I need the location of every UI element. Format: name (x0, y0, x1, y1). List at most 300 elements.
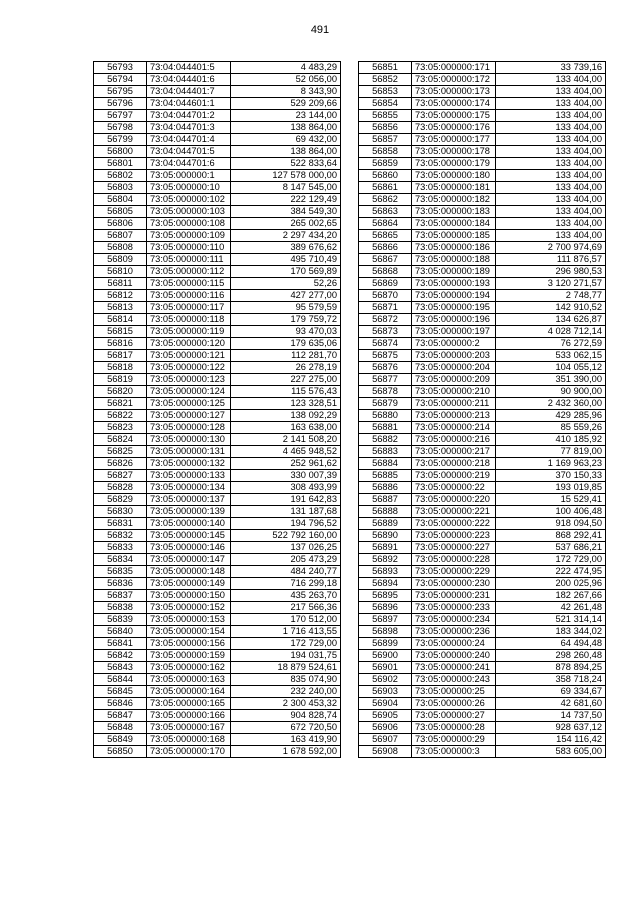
cadastral-number-cell: 73:05:000000:133 (147, 470, 231, 482)
amount-cell: 42 681,60 (496, 698, 606, 710)
row-number-cell: 56878 (359, 386, 412, 398)
table-row (359, 278, 606, 290)
row-number-cell: 56871 (359, 302, 412, 314)
cadastral-number-cell: 73:05:000000:168 (147, 734, 231, 746)
amount-cell: 529 209,66 (231, 98, 341, 110)
cadastral-number-cell: 73:04:044401:6 (147, 74, 231, 86)
row-number-cell: 56842 (94, 650, 147, 662)
cadastral-number-cell: 73:05:000000:119 (147, 326, 231, 338)
cadastral-number-cell: 73:05:000000:147 (147, 554, 231, 566)
row-number-cell: 56797 (94, 110, 147, 122)
cadastral-number-cell: 73:05:000000:221 (412, 506, 496, 518)
row-number-cell: 56876 (359, 362, 412, 374)
amount-cell: 163 419,90 (231, 734, 341, 746)
table-right (358, 61, 606, 758)
row-number-cell: 56828 (94, 482, 147, 494)
row-number-cell: 56796 (94, 98, 147, 110)
amount-cell: 522 792 160,00 (231, 530, 341, 542)
amount-cell: 3 120 271,57 (496, 278, 606, 290)
row-number-cell: 56818 (94, 362, 147, 374)
row-number-cell: 56875 (359, 350, 412, 362)
cadastral-number-cell: 73:05:000000:130 (147, 434, 231, 446)
table-row (359, 530, 606, 542)
cadastral-number-cell: 73:05:000000:203 (412, 350, 496, 362)
amount-cell: 111 876,57 (496, 254, 606, 266)
row-number-cell: 56850 (94, 746, 147, 758)
table-row (94, 134, 341, 146)
row-number-cell: 56879 (359, 398, 412, 410)
amount-cell: 15 529,41 (496, 494, 606, 506)
cadastral-number-cell: 73:05:000000:227 (412, 542, 496, 554)
row-number-cell: 56905 (359, 710, 412, 722)
cadastral-number-cell: 73:05:000000:116 (147, 290, 231, 302)
row-number-cell: 56809 (94, 254, 147, 266)
cadastral-number-cell: 73:05:000000:149 (147, 578, 231, 590)
cadastral-number-cell: 73:05:000000:180 (412, 170, 496, 182)
table-row (94, 710, 341, 722)
amount-cell: 133 404,00 (496, 110, 606, 122)
amount-cell: 131 187,68 (231, 506, 341, 518)
table-row (94, 554, 341, 566)
cadastral-number-cell: 73:05:000000:1 (147, 170, 231, 182)
row-number-cell: 56836 (94, 578, 147, 590)
amount-cell: 918 094,50 (496, 518, 606, 530)
row-number-cell: 56892 (359, 554, 412, 566)
table-row (359, 686, 606, 698)
amount-cell: 537 686,21 (496, 542, 606, 554)
amount-cell: 137 026,25 (231, 542, 341, 554)
cadastral-number-cell: 73:05:000000:131 (147, 446, 231, 458)
row-number-cell: 56865 (359, 230, 412, 242)
table-row (94, 122, 341, 134)
row-number-cell: 56815 (94, 326, 147, 338)
amount-cell: 358 718,24 (496, 674, 606, 686)
amount-cell: 533 062,15 (496, 350, 606, 362)
row-number-cell: 56794 (94, 74, 147, 86)
table-row (359, 386, 606, 398)
table-row (94, 266, 341, 278)
table-row (359, 230, 606, 242)
amount-cell: 93 470,03 (231, 326, 341, 338)
table-row (94, 566, 341, 578)
amount-cell: 133 404,00 (496, 206, 606, 218)
row-number-cell: 56894 (359, 578, 412, 590)
table-row (359, 134, 606, 146)
amount-cell: 133 404,00 (496, 86, 606, 98)
amount-cell: 52 056,00 (231, 74, 341, 86)
cadastral-number-cell: 73:05:000000:177 (412, 134, 496, 146)
row-number-cell: 56854 (359, 98, 412, 110)
row-number-cell: 56873 (359, 326, 412, 338)
cadastral-number-cell: 73:05:000000:217 (412, 446, 496, 458)
amount-cell: 23 144,00 (231, 110, 341, 122)
table-row (94, 350, 341, 362)
amount-cell: 18 879 524,61 (231, 662, 341, 674)
row-number-cell: 56853 (359, 86, 412, 98)
table-row (94, 446, 341, 458)
table-row (359, 266, 606, 278)
cadastral-number-cell: 73:05:000000:229 (412, 566, 496, 578)
row-number-cell: 56819 (94, 374, 147, 386)
row-number-cell: 56860 (359, 170, 412, 182)
cadastral-number-cell: 73:05:000000:195 (412, 302, 496, 314)
amount-cell: 330 007,39 (231, 470, 341, 482)
amount-cell: 308 493,99 (231, 482, 341, 494)
cadastral-number-cell: 73:05:000000:103 (147, 206, 231, 218)
row-number-cell: 56849 (94, 734, 147, 746)
amount-cell: 133 404,00 (496, 134, 606, 146)
table-row (94, 590, 341, 602)
cadastral-number-cell: 73:04:044701:3 (147, 122, 231, 134)
row-number-cell: 56845 (94, 686, 147, 698)
cadastral-number-cell: 73:05:000000:163 (147, 674, 231, 686)
row-number-cell: 56803 (94, 182, 147, 194)
amount-cell: 142 910,52 (496, 302, 606, 314)
amount-cell: 133 404,00 (496, 122, 606, 134)
cadastral-number-cell: 73:05:000000:121 (147, 350, 231, 362)
amount-cell: 2 300 453,32 (231, 698, 341, 710)
cadastral-number-cell: 73:05:000000:115 (147, 278, 231, 290)
row-number-cell: 56811 (94, 278, 147, 290)
row-number-cell: 56826 (94, 458, 147, 470)
amount-cell: 868 292,41 (496, 530, 606, 542)
table-row (94, 158, 341, 170)
row-number-cell: 56863 (359, 206, 412, 218)
amount-cell: 95 579,59 (231, 302, 341, 314)
table-row (359, 62, 606, 74)
amount-cell: 296 980,53 (496, 266, 606, 278)
cadastral-number-cell: 73:05:000000:194 (412, 290, 496, 302)
amount-cell: 191 642,83 (231, 494, 341, 506)
amount-cell: 1 716 413,55 (231, 626, 341, 638)
table-row (359, 578, 606, 590)
row-number-cell: 56899 (359, 638, 412, 650)
row-number-cell: 56859 (359, 158, 412, 170)
cadastral-number-cell: 73:05:000000:123 (147, 374, 231, 386)
table-row (359, 662, 606, 674)
cadastral-number-cell: 73:05:000000:196 (412, 314, 496, 326)
row-number-cell: 56839 (94, 614, 147, 626)
table-row (94, 374, 341, 386)
table-row (94, 278, 341, 290)
cadastral-number-cell: 73:05:000000:120 (147, 338, 231, 350)
row-number-cell: 56838 (94, 602, 147, 614)
amount-cell: 183 344,02 (496, 626, 606, 638)
amount-cell: 205 473,29 (231, 554, 341, 566)
row-number-cell: 56884 (359, 458, 412, 470)
cadastral-number-cell: 73:04:044601:1 (147, 98, 231, 110)
cadastral-number-cell: 73:05:000000:233 (412, 602, 496, 614)
amount-cell: 2 432 360,00 (496, 398, 606, 410)
cadastral-number-cell: 73:04:044701:6 (147, 158, 231, 170)
row-number-cell: 56862 (359, 194, 412, 206)
amount-cell: 8 147 545,00 (231, 182, 341, 194)
amount-cell: 77 819,00 (496, 446, 606, 458)
cadastral-number-cell: 73:05:000000:110 (147, 242, 231, 254)
table-row (359, 254, 606, 266)
table-row (359, 590, 606, 602)
cadastral-number-cell: 73:05:000000:111 (147, 254, 231, 266)
row-number-cell: 56801 (94, 158, 147, 170)
row-number-cell: 56830 (94, 506, 147, 518)
row-number-cell: 56841 (94, 638, 147, 650)
cadastral-number-cell: 73:05:000000:108 (147, 218, 231, 230)
amount-cell: 928 637,12 (496, 722, 606, 734)
table-row (94, 170, 341, 182)
table-row (94, 398, 341, 410)
amount-cell: 200 025,96 (496, 578, 606, 590)
table-row (94, 674, 341, 686)
table-row (359, 710, 606, 722)
table-left-body (94, 62, 341, 758)
table-row (359, 458, 606, 470)
table-row (94, 722, 341, 734)
amount-cell: 878 894,25 (496, 662, 606, 674)
amount-cell: 179 635,06 (231, 338, 341, 350)
table-row (359, 182, 606, 194)
amount-cell: 85 559,26 (496, 422, 606, 434)
amount-cell: 133 404,00 (496, 158, 606, 170)
table-row (94, 542, 341, 554)
amount-cell: 133 404,00 (496, 98, 606, 110)
amount-cell: 14 737,50 (496, 710, 606, 722)
row-number-cell: 56886 (359, 482, 412, 494)
table-row (359, 698, 606, 710)
row-number-cell: 56898 (359, 626, 412, 638)
row-number-cell: 56868 (359, 266, 412, 278)
table-row (94, 362, 341, 374)
cadastral-number-cell: 73:05:000000:122 (147, 362, 231, 374)
row-number-cell: 56806 (94, 218, 147, 230)
cadastral-number-cell: 73:05:000000:159 (147, 650, 231, 662)
amount-cell: 100 406,48 (496, 506, 606, 518)
amount-cell: 522 833,64 (231, 158, 341, 170)
row-number-cell: 56880 (359, 410, 412, 422)
amount-cell: 134 626,87 (496, 314, 606, 326)
row-number-cell: 56812 (94, 290, 147, 302)
row-number-cell: 56808 (94, 242, 147, 254)
cadastral-number-cell: 73:05:000000:210 (412, 386, 496, 398)
row-number-cell: 56824 (94, 434, 147, 446)
amount-cell: 4 483,29 (231, 62, 341, 74)
amount-cell: 133 404,00 (496, 74, 606, 86)
amount-cell: 495 710,49 (231, 254, 341, 266)
table-row (359, 734, 606, 746)
cadastral-number-cell: 73:05:000000:171 (412, 62, 496, 74)
cadastral-number-cell: 73:05:000000:182 (412, 194, 496, 206)
cadastral-number-cell: 73:05:000000:140 (147, 518, 231, 530)
cadastral-number-cell: 73:05:000000:145 (147, 530, 231, 542)
table-row (94, 434, 341, 446)
cadastral-number-cell: 73:05:000000:132 (147, 458, 231, 470)
table-row (359, 410, 606, 422)
row-number-cell: 56816 (94, 338, 147, 350)
table-row (94, 230, 341, 242)
cadastral-number-cell: 73:05:000000:150 (147, 590, 231, 602)
cadastral-number-cell: 73:05:000000:220 (412, 494, 496, 506)
table-row (94, 86, 341, 98)
row-number-cell: 56857 (359, 134, 412, 146)
table-row (359, 602, 606, 614)
amount-cell: 112 281,70 (231, 350, 341, 362)
cadastral-number-cell: 73:05:000000:223 (412, 530, 496, 542)
amount-cell: 672 720,50 (231, 722, 341, 734)
amount-cell: 194 796,52 (231, 518, 341, 530)
amount-cell: 484 240,77 (231, 566, 341, 578)
amount-cell: 64 494,48 (496, 638, 606, 650)
amount-cell: 410 185,92 (496, 434, 606, 446)
table-row (94, 182, 341, 194)
cadastral-number-cell: 73:05:000000:231 (412, 590, 496, 602)
amount-cell: 389 676,62 (231, 242, 341, 254)
table-row (359, 626, 606, 638)
cadastral-number-cell: 73:05:000000:178 (412, 146, 496, 158)
row-number-cell: 56852 (359, 74, 412, 86)
table-row (359, 434, 606, 446)
cadastral-number-cell: 73:05:000000:2 (412, 338, 496, 350)
row-number-cell: 56821 (94, 398, 147, 410)
table-row (94, 314, 341, 326)
cadastral-number-cell: 73:05:000000:230 (412, 578, 496, 590)
table-row (359, 446, 606, 458)
cadastral-number-cell: 73:05:000000:186 (412, 242, 496, 254)
row-number-cell: 56867 (359, 254, 412, 266)
amount-cell: 222 129,49 (231, 194, 341, 206)
table-row (359, 638, 606, 650)
amount-cell: 716 299,18 (231, 578, 341, 590)
cadastral-number-cell: 73:05:000000:128 (147, 422, 231, 434)
table-row (94, 410, 341, 422)
row-number-cell: 56893 (359, 566, 412, 578)
cadastral-number-cell: 73:05:000000:137 (147, 494, 231, 506)
table-row (359, 650, 606, 662)
table-row (94, 386, 341, 398)
cadastral-number-cell: 73:05:000000:167 (147, 722, 231, 734)
amount-cell: 170 569,89 (231, 266, 341, 278)
amount-cell: 172 729,00 (231, 638, 341, 650)
table-row (359, 86, 606, 98)
amount-cell: 222 474,95 (496, 566, 606, 578)
table-row (94, 62, 341, 74)
amount-cell: 123 328,51 (231, 398, 341, 410)
table-row (94, 218, 341, 230)
row-number-cell: 56856 (359, 122, 412, 134)
cadastral-number-cell: 73:05:000000:204 (412, 362, 496, 374)
cadastral-number-cell: 73:05:000000:154 (147, 626, 231, 638)
cadastral-number-cell: 73:05:000000:153 (147, 614, 231, 626)
table-row (359, 470, 606, 482)
amount-cell: 298 260,48 (496, 650, 606, 662)
table-row (94, 530, 341, 542)
row-number-cell: 56833 (94, 542, 147, 554)
row-number-cell: 56827 (94, 470, 147, 482)
amount-cell: 69 432,00 (231, 134, 341, 146)
amount-cell: 133 404,00 (496, 146, 606, 158)
amount-cell: 26 278,19 (231, 362, 341, 374)
amount-cell: 1 678 592,00 (231, 746, 341, 758)
table-row (359, 518, 606, 530)
amount-cell: 384 549,30 (231, 206, 341, 218)
cadastral-number-cell: 73:05:000000:152 (147, 602, 231, 614)
row-number-cell: 56874 (359, 338, 412, 350)
table-row (94, 146, 341, 158)
row-number-cell: 56896 (359, 602, 412, 614)
table-row (94, 494, 341, 506)
amount-cell: 2 141 508,20 (231, 434, 341, 446)
row-number-cell: 56904 (359, 698, 412, 710)
amount-cell: 127 578 000,00 (231, 170, 341, 182)
amount-cell: 4 028 712,14 (496, 326, 606, 338)
table-row (94, 686, 341, 698)
row-number-cell: 56908 (359, 746, 412, 758)
table-row (359, 722, 606, 734)
amount-cell: 370 150,33 (496, 470, 606, 482)
amount-cell: 252 961,62 (231, 458, 341, 470)
table-row (359, 326, 606, 338)
table-row (94, 626, 341, 638)
table-row (94, 206, 341, 218)
table-row (94, 746, 341, 758)
row-number-cell: 56847 (94, 710, 147, 722)
table-row (359, 614, 606, 626)
amount-cell: 104 055,12 (496, 362, 606, 374)
cadastral-number-cell: 73:05:000000:179 (412, 158, 496, 170)
table-row (359, 350, 606, 362)
amount-cell: 133 404,00 (496, 230, 606, 242)
row-number-cell: 56907 (359, 734, 412, 746)
cadastral-number-cell: 73:05:000000:234 (412, 614, 496, 626)
table-row (94, 458, 341, 470)
table-row (94, 254, 341, 266)
row-number-cell: 56814 (94, 314, 147, 326)
row-number-cell: 56858 (359, 146, 412, 158)
cadastral-number-cell: 73:04:044401:5 (147, 62, 231, 74)
amount-cell: 265 002,65 (231, 218, 341, 230)
cadastral-number-cell: 73:05:000000:176 (412, 122, 496, 134)
amount-cell: 42 261,48 (496, 602, 606, 614)
cadastral-number-cell: 73:05:000000:197 (412, 326, 496, 338)
amount-cell: 133 404,00 (496, 218, 606, 230)
cadastral-number-cell: 73:05:000000:112 (147, 266, 231, 278)
table-row (94, 470, 341, 482)
table-row (359, 674, 606, 686)
row-number-cell: 56883 (359, 446, 412, 458)
table-row (94, 74, 341, 86)
table-row (94, 698, 341, 710)
row-number-cell: 56813 (94, 302, 147, 314)
table-row (359, 242, 606, 254)
table-row (359, 302, 606, 314)
amount-cell: 429 285,96 (496, 410, 606, 422)
cadastral-number-cell: 73:05:000000:181 (412, 182, 496, 194)
table-row (94, 662, 341, 674)
cadastral-number-cell: 73:05:000000:209 (412, 374, 496, 386)
amount-cell: 52,26 (231, 278, 341, 290)
table-row (94, 506, 341, 518)
table-row (94, 194, 341, 206)
row-number-cell: 56869 (359, 278, 412, 290)
table-row (359, 374, 606, 386)
cadastral-number-cell: 73:05:000000:139 (147, 506, 231, 518)
amount-cell: 170 512,00 (231, 614, 341, 626)
row-number-cell: 56864 (359, 218, 412, 230)
cadastral-number-cell: 73:04:044701:2 (147, 110, 231, 122)
table-row (359, 110, 606, 122)
table-row (94, 290, 341, 302)
amount-cell: 217 566,36 (231, 602, 341, 614)
amount-cell: 2 748,77 (496, 290, 606, 302)
cadastral-number-cell: 73:05:000000:175 (412, 110, 496, 122)
